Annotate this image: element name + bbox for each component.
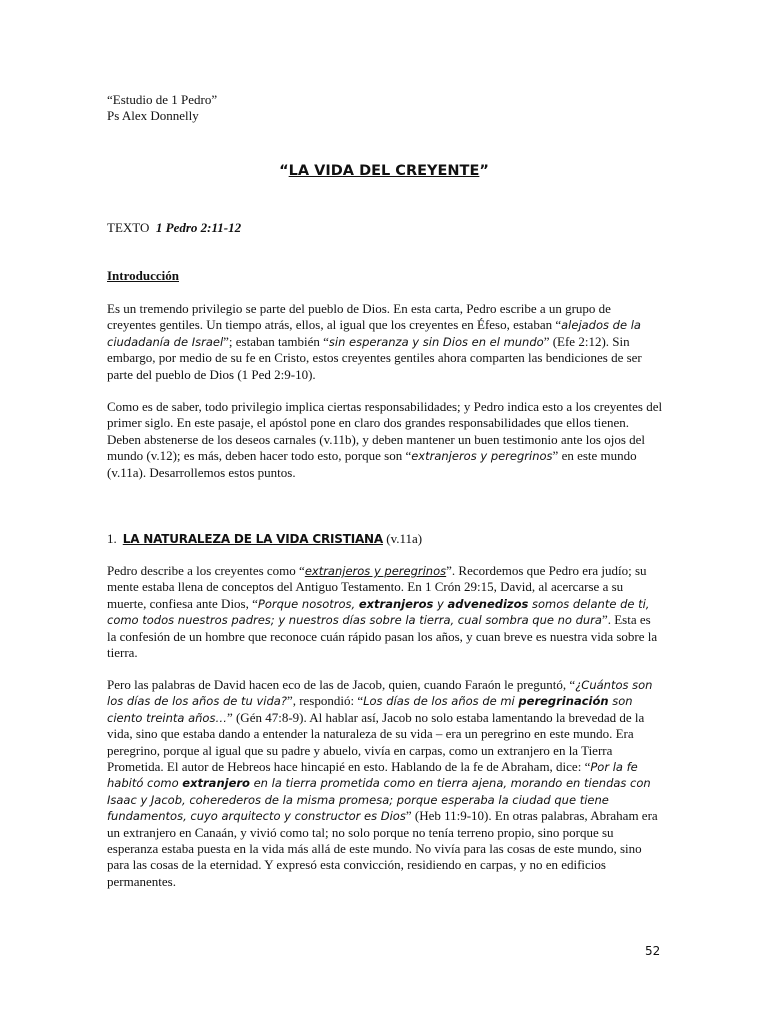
intro-paragraph-1: Es un tremendo privilegio se parte del pueblo de Dios. En esta carta, Pedro escribe a un grupo de creyentes gentiles. Un tiempo atrás, ellos, al igual que los creyentes en Éfeso, estaban “alejados de la ciudadanía de Israel”; estaban también “sin esperanza y sin Dios en el mundo” (Efe 2:12). Sin embargo, por medio de su fe en Cristo, estos creyentes gentiles ahora comparten las bendiciones de ser parte del pueblo de Dios (1 Ped 2:9-10). — [107, 301, 642, 382]
document-header — [107, 92, 217, 124]
section-1-heading: 1. LA NATURALEZA DE LA VIDA CRISTIANA (v.11a) — [107, 531, 423, 546]
texto-label: TEXTO — [107, 220, 150, 235]
section-1-paragraph-2: Pero las palabras de David hacen eco de las de Jacob, quien, cuando Faraón le preguntó, “¿Cuántos son los días de los años de tu vida?”, respondió: “Los días de los años de mi peregrinación son ciento treinta años…” (Gén 47:8-9). Al hablar así, Jacob no solo estaba lamentando la brevedad de la vida, sino que estaba dando a entender la naturaleza de su vida – era un peregrino en este mundo. Era peregrino, porque al igual que su padre y abuelo, vivía en carpas, como un extranjero en la Tierra Prometida. El autor de Hebreos hace hincapié en esto. Hablando de la fe de Abraham, dice: “Por la fe habitó como extranjero en la tierra prometida como en tierra ajena, morando en tiendas con Isaac y Jacob, coherederos de la misma promesa; porque esperaba la ciudad que tiene fundamentos, cuyo arquitecto y constructor es Dios” (Heb 11:9-10). En otras palabras, Abraham era un extranjero en Canaán, y vivió como tal; no solo porque no tenía terreno propio, sino porque su esperanza estaba puesta en la vida más allá de este mundo. No vivía para las cosas de este mundo, sino para las cosas de la eternidad. Y expresó esta convicción, residiendo en carpas, y no en edificios permanentes. — [107, 677, 658, 889]
author-name: Ps Alex Donnelly — [107, 108, 199, 123]
page-number: 52 — [645, 944, 661, 958]
intro-paragraph-2: Como es de saber, todo privilegio implica ciertas responsabilidades; y Pedro indica esto a los creyentes del primer siglo. En este pasaje, el apóstol pone en claro dos grandes responsabilidades que ellos tienen. Deben abstenerse de los deseos carnales (v.11b), y deben mantener un buen testimonio ante los ojos del mundo (v.12); es más, deben hacer todo esto, porque son “extranjeros y peregrinos” en este mundo (v.11a). Desarrollemos estos puntos. — [107, 399, 663, 480]
study-title: “Estudio de 1 Pedro” — [107, 92, 218, 107]
intro-heading: Introducción — [107, 268, 179, 283]
page-title: “LA VIDA DEL CREYENTE” — [279, 163, 489, 179]
scripture-reference: 1 Pedro 2:11-12 — [155, 220, 242, 235]
scripture-text-line — [107, 220, 241, 236]
section-1-paragraph-1: Pedro describe a los creyentes como “extranjeros y peregrinos”. Recordemos que Pedro era judío; su mente estaba llena de conceptos del Antiguo Testamento. En 1 Crón 29:15, David, al acercarse a su muerte, confiesa ante Dios, “Porque nosotros, extranjeros y advenedizos somos delante de ti, como todos nuestros padres; y nuestros días sobre la tierra, cual sombra que no dura”. Esta es la confesión de un hombre que reconoce cuán rápido pasan los años, y cuan breve es nuestra vida sobre la tierra. — [107, 563, 658, 661]
